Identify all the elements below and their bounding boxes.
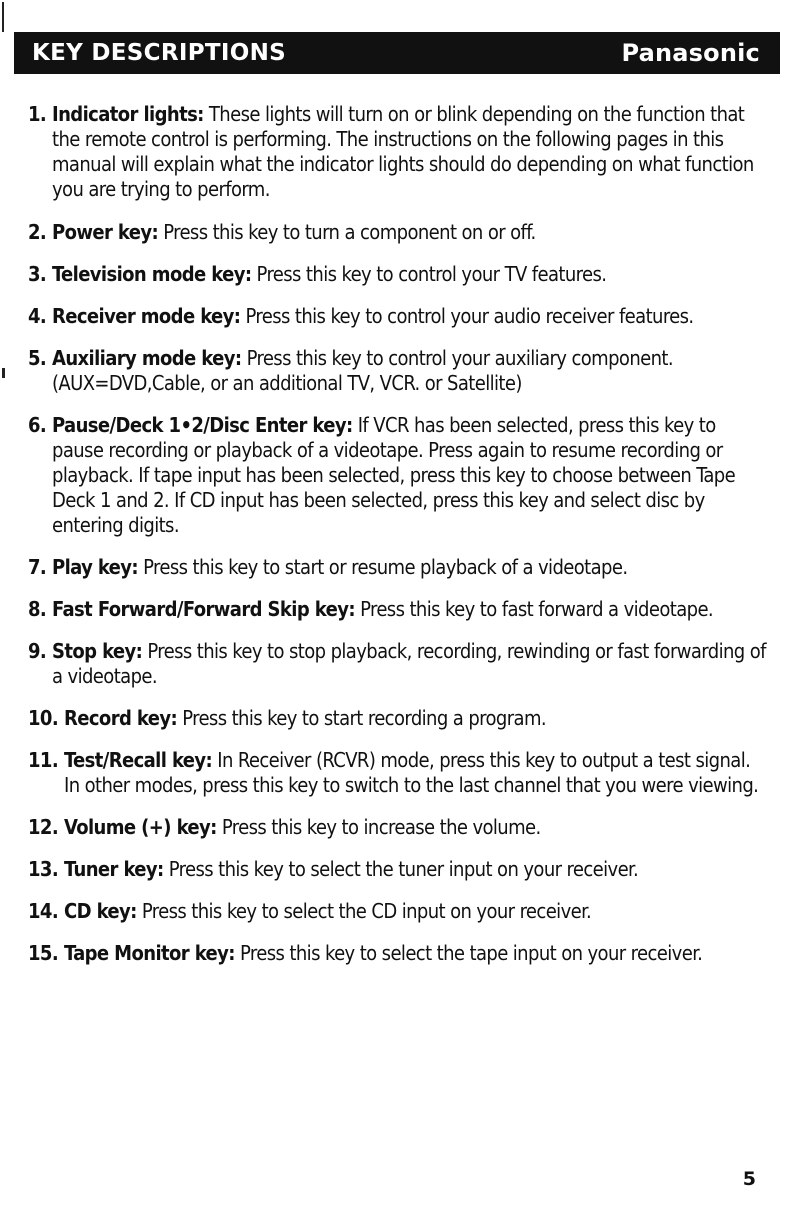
key-description: These lights will turn on or blink depending on the function that the remote control is performing. The instructions on the following pages in this manual will explain what the indicator lights should do depending on what function you are trying to perform. — [52, 102, 754, 201]
key-description: Press this key to control your audio receiver features. — [245, 304, 694, 328]
key-description-list — [28, 102, 768, 966]
item-number: 1. — [28, 102, 47, 126]
list-item — [28, 220, 768, 245]
key-name: Tape Monitor key: — [64, 941, 235, 965]
key-description: If VCR has been selected, press this key to pause recording or playback of a videotape. Press again to resume recording or playback. If tape input has been selected, press this key to choose between Tape Deck 1 and 2. If CD input has been selected, press this key and select disc by entering digits. — [52, 413, 736, 537]
key-name: Receiver mode key: — [52, 304, 241, 328]
item-text — [52, 220, 768, 245]
item-number: 13. — [28, 857, 59, 881]
item-number: 14. — [28, 899, 59, 923]
item-text — [52, 346, 768, 396]
key-description: Press this key to select the CD input on your receiver. — [141, 899, 592, 923]
key-name: Play key: — [52, 555, 139, 579]
list-item — [28, 857, 768, 882]
key-description: Press this key to select the tuner input on your receiver. — [168, 857, 639, 881]
key-description: Press this key to control your TV features. — [256, 262, 607, 286]
key-name: Stop key: — [52, 639, 143, 663]
list-item — [28, 262, 768, 287]
scan-margin-mark — [2, 2, 4, 32]
item-text — [52, 304, 768, 329]
key-description: Press this key to turn a component on or off. — [163, 220, 536, 244]
list-item — [28, 899, 768, 924]
item-text — [64, 815, 768, 840]
item-number: 10. — [28, 706, 59, 730]
key-name: Fast Forward/Forward Skip key: — [52, 597, 355, 621]
list-item — [28, 346, 768, 396]
key-name: Record key: — [64, 706, 178, 730]
key-description: Press this key to select the tape input on your receiver. — [240, 941, 703, 965]
item-number: 12. — [28, 815, 59, 839]
key-description: Press this key to increase the volume. — [221, 815, 541, 839]
list-item — [28, 706, 768, 731]
item-number: 6. — [28, 413, 47, 437]
key-description: Press this key to control your auxiliary component. (AUX=DVD,Cable, or an additional TV, VCR. or Satellite) — [52, 346, 673, 395]
item-text — [64, 941, 768, 966]
key-name: Test/Recall key: — [64, 748, 213, 772]
list-item — [28, 597, 768, 622]
key-name: Power key: — [52, 220, 159, 244]
item-text — [64, 706, 768, 731]
key-name: Indicator lights: — [52, 102, 204, 126]
key-description: Press this key to stop playback, recording, rewinding or fast forwarding of a videotape. — [52, 639, 766, 688]
item-number: 15. — [28, 941, 59, 965]
item-number: 7. — [28, 555, 47, 579]
item-text — [52, 102, 768, 202]
item-number: 5. — [28, 346, 47, 370]
item-number: 8. — [28, 597, 47, 621]
item-text — [52, 262, 768, 287]
item-text — [64, 748, 768, 798]
item-text — [52, 639, 768, 689]
item-number: 3. — [28, 262, 47, 286]
list-item — [28, 413, 768, 538]
item-number: 9. — [28, 639, 47, 663]
list-item — [28, 748, 768, 798]
list-item — [28, 102, 768, 202]
item-text — [52, 597, 768, 622]
item-number: 4. — [28, 304, 47, 328]
list-item — [28, 304, 768, 329]
item-number: 2. — [28, 220, 47, 244]
list-item — [28, 555, 768, 580]
key-description: Press this key to fast forward a videotape. — [360, 597, 714, 621]
item-text — [64, 899, 768, 924]
key-description: Press this key to start recording a program. — [182, 706, 546, 730]
item-number: 11. — [28, 748, 59, 772]
section-title: KEY DESCRIPTIONS — [32, 40, 286, 66]
key-name: Pause/Deck 1•2/Disc Enter key: — [52, 413, 353, 437]
list-item — [28, 639, 768, 689]
page-number: 5 — [742, 1168, 756, 1190]
item-text — [52, 555, 768, 580]
section-header-bar — [14, 32, 780, 74]
list-item — [28, 941, 768, 966]
list-item — [28, 815, 768, 840]
item-text — [52, 413, 768, 538]
key-name: Tuner key: — [64, 857, 164, 881]
key-name: Auxiliary mode key: — [52, 346, 242, 370]
key-name: Television mode key: — [52, 262, 252, 286]
scan-margin-mark — [2, 368, 5, 378]
item-text — [64, 857, 768, 882]
key-name: Volume (+) key: — [64, 815, 217, 839]
key-name: CD key: — [64, 899, 137, 923]
brand-logo: Panasonic — [621, 39, 760, 67]
key-description: In Receiver (RCVR) mode, press this key to output a test signal. In other modes, press this key to switch to the last channel that you were viewing. — [64, 748, 759, 797]
key-description: Press this key to start or resume playback of a videotape. — [143, 555, 628, 579]
